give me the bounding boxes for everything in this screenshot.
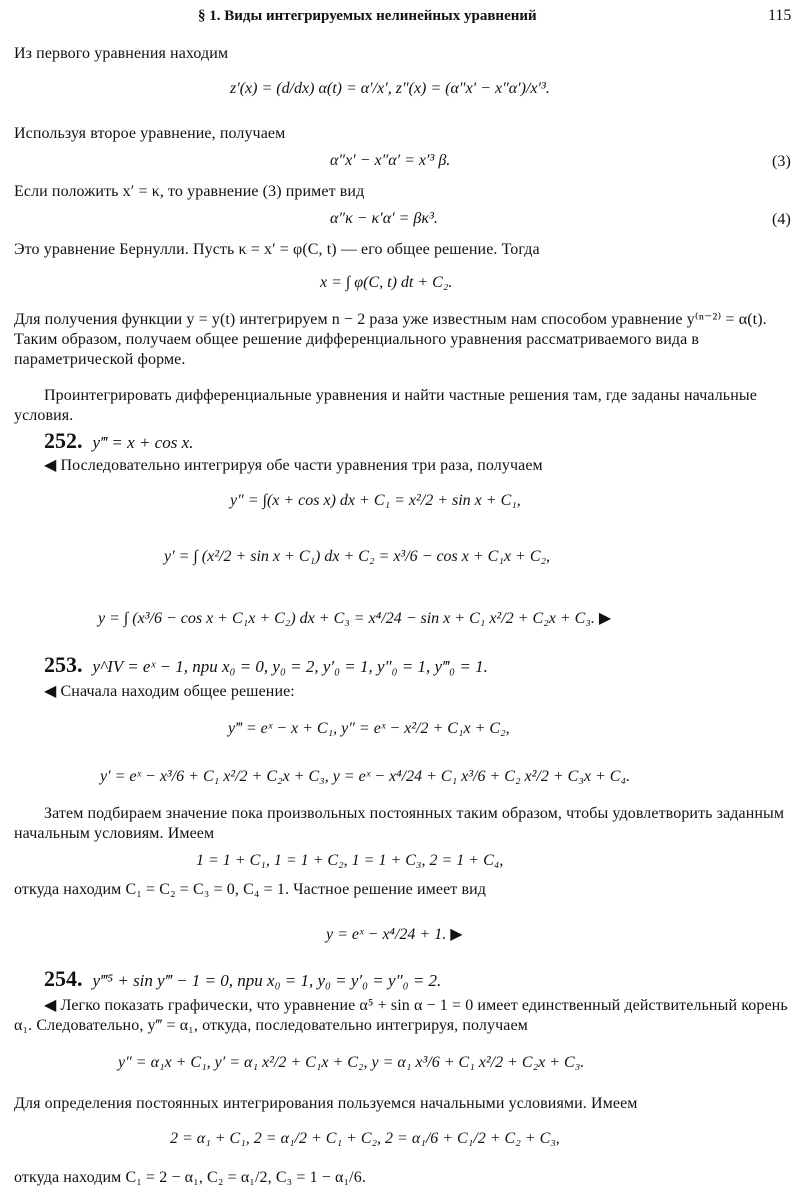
problem-statement: y‴ = x + cos x.: [92, 433, 194, 452]
text-254-after: Для определения постоянных интегрирования пользуемся начальными условиями. Имеем: [14, 1095, 638, 1112]
page-number: 115: [768, 7, 792, 24]
problem-number: 252.: [44, 428, 83, 453]
equation-253-4: y = eˣ − x⁴/24 + 1. ▶: [326, 926, 463, 943]
equation-254-2: 2 = α₁ + C₁, 2 = α₁/2 + C₁ + C₂, 2 = α₁/6 + C₁/2 + C₂ + C₃,: [170, 1130, 560, 1147]
problem-number: 253.: [44, 652, 83, 677]
equation-3: α″x′ − x″α′ = x′³ β.: [330, 152, 451, 169]
problem-statement: y^IV = eˣ − 1, при x₀ = 0, y₀ = 2, y′₀ = 1, y″₀ = 1, y‴₀ = 1.: [92, 657, 488, 676]
equation-253-2: y′ = eˣ − x³/6 + C₁ x²/2 + C₂x + C₃, y = eˣ − x⁴/24 + C₁ x³/6 + C₂ x²/2 + C₃x + C₄.: [100, 768, 631, 785]
paragraph-2: Проинтегрировать дифференциальные уравнения и найти частные решения там, где заданы начальные условия.: [14, 387, 757, 424]
section-title: § 1. Виды интегрируемых нелинейных уравнений: [198, 8, 537, 24]
equation-252-2: y′ = ∫ (x²/2 + sin x + C₁) dx + C₂ = x³/6 − cos x + C₁x + C₂,: [164, 548, 551, 565]
problem-253-header: [44, 652, 488, 678]
equation-zprime: z′(x) = (d/dx) α(t) = α′/x′, z″(x) = (α″x′ − x″α′)/x′³.: [230, 80, 550, 97]
text-intro-2: Используя второе уравнение, получаем: [14, 125, 286, 142]
equation-252-3: y = ∫ (x³/6 − cos x + C₁x + C₂) dx + C₃ = x⁴/24 − sin x + C₁ x²/2 + C₂x + C₃. ▶: [98, 610, 612, 627]
text-intro-4: Это уравнение Бернулли. Пусть κ = x′ = φ(C, t) — его общее решение. Тогда: [14, 241, 540, 258]
text-254-after-2: откуда находим C₁ = 2 − α₁, C₂ = α₁/2, C₃ = 1 − α₁/6.: [14, 1169, 366, 1186]
solution-intro-253: ◀ Сначала находим общее решение:: [44, 683, 295, 700]
text-253-after: Затем подбираем значение пока произвольных постоянных таким образом, чтобы удовлетворить заданным начальным условиям. Имеем: [14, 805, 785, 842]
equation-x: x = ∫ φ(C, t) dt + C₂.: [320, 274, 453, 291]
text-intro-1: Из первого уравнения находим: [14, 45, 229, 62]
equation-4: α″κ − κ′α′ = βκ³.: [330, 210, 438, 227]
problem-number: 254.: [44, 966, 83, 991]
solution-intro-254: ◀ Легко показать графически, что уравнение α⁵ + sin α − 1 = 0 имеет единственный действительный корень α₁. Следовательно, y‴ = α₁, откуда, последовательно интегрируя, получаем: [14, 997, 788, 1034]
problem-254-header: [44, 966, 441, 992]
text-253-after-2: откуда находим C₁ = C₂ = C₃ = 0, C₄ = 1. Частное решение имеет вид: [14, 881, 487, 898]
problem-statement: y‴⁵ + sin y‴ − 1 = 0, при x₀ = 1, y₀ = y′₀ = y″₀ = 2.: [92, 971, 442, 990]
equation-252-1: y″ = ∫(x + cos x) dx + C₁ = x²/2 + sin x + C₁,: [230, 492, 521, 509]
equation-4-tag: (4): [772, 211, 791, 228]
equation-253-3: 1 = 1 + C₁, 1 = 1 + C₂, 1 = 1 + C₃, 2 = 1 + C₄,: [196, 852, 504, 869]
problem-252-header: [44, 428, 193, 454]
equation-254-1: y″ = α₁x + C₁, y′ = α₁ x²/2 + C₁x + C₂, y = α₁ x³/6 + C₁ x²/2 + C₂x + C₃.: [118, 1054, 585, 1071]
equation-3-tag: (3): [772, 153, 791, 170]
equation-253-1: y‴ = eˣ − x + C₁, y″ = eˣ − x²/2 + C₁x + C₂,: [228, 720, 510, 737]
text-intro-3: Если положить x′ = κ, то уравнение (3) примет вид: [14, 183, 365, 200]
solution-intro-252: ◀ Последовательно интегрируя обе части уравнения три раза, получаем: [44, 457, 543, 474]
paragraph-1: Для получения функции y = y(t) интегрируем n − 2 раза уже известным нам способом уравнение y⁽ⁿ⁻²⁾ = α(t). Таким образом, получаем общее решение дифференциального уравнения рассматриваемого вида в параметрической форме.: [14, 311, 767, 368]
